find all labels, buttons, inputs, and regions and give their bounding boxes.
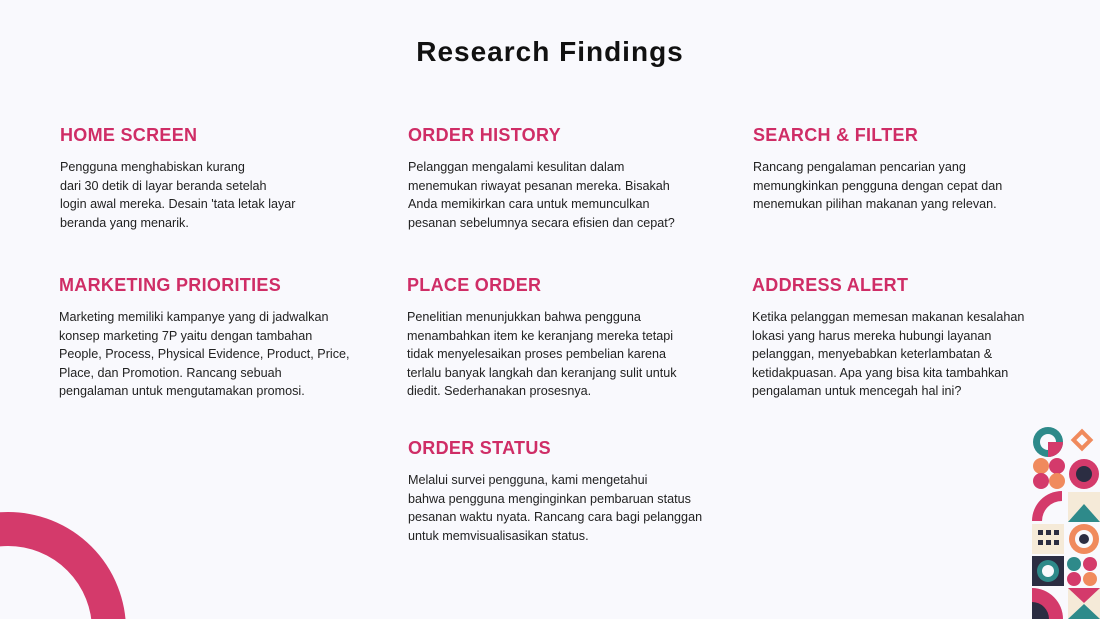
- finding-heading: MARKETING PRIORITIES: [59, 275, 282, 295]
- finding-heading: ORDER HISTORY: [408, 125, 561, 145]
- page-title: Research Findings: [416, 36, 684, 67]
- finding-body: Penelitian menunjukkan bahwa pengguna menambahkan item ke keranjang mereka tetapi tidak menyelesaikan proses pembelian karena terlalu banyak langkah dan keranjang sulit untuk diedit. Sederhanakan prosesnya.: [407, 310, 677, 398]
- finding-heading: SEARCH & FILTER: [753, 125, 919, 145]
- finding-heading: ADDRESS ALERT: [752, 275, 909, 295]
- finding-heading: PLACE ORDER: [407, 275, 542, 295]
- finding-search-filter: [753, 125, 1053, 214]
- finding-heading: HOME SCREEN: [60, 125, 198, 145]
- finding-marketing-priorities: [59, 275, 369, 401]
- finding-body: Marketing memiliki kampanye yang di jadwalkan konsep marketing 7P yaitu dengan tambahan People, Process, Physical Evidence, Product, Price, Place, dan Promotion. Rancang sebuah pengalaman untuk mengutamakan promosi.: [59, 310, 350, 398]
- finding-body: Pelanggan mengalami kesulitan dalam menemukan riwayat pesanan mereka. Bisakah Anda memikirkan cara untuk memunculkan pesanan sebelumnya secara efisien dan cepat?: [408, 160, 675, 230]
- finding-body: Pengguna menghabiskan kurang dari 30 detik di layar beranda setelah login awal mereka. Desain 'tata letak layar beranda yang menarik.: [60, 160, 296, 230]
- finding-home-screen: [60, 125, 360, 232]
- finding-order-history: [408, 125, 708, 232]
- finding-address-alert: [752, 275, 1072, 401]
- finding-body: Melalui survei pengguna, kami mengetahui bahwa pengguna menginginkan pembaruan status pesanan waktu nyata. Rancang cara bagi pelanggan untuk memvisualisasikan status.: [408, 473, 703, 543]
- finding-order-status: [408, 438, 708, 545]
- decorative-pattern: [1032, 426, 1100, 619]
- finding-place-order: [407, 275, 707, 401]
- finding-body: Rancang pengalaman pencarian yang memungkinkan pengguna dengan cepat dan menemukan pilihan makanan yang relevan.: [753, 160, 1003, 211]
- decorative-ring: [0, 512, 126, 619]
- finding-body: Ketika pelanggan memesan makanan kesalahan lokasi yang harus mereka hubungi layanan pelanggan, menyebabkan keterlambatan & ketidakpuasan. Apa yang bisa kita tambahkan pengalaman untuk mencegah hal ini?: [752, 310, 1025, 398]
- finding-heading: ORDER STATUS: [408, 438, 551, 458]
